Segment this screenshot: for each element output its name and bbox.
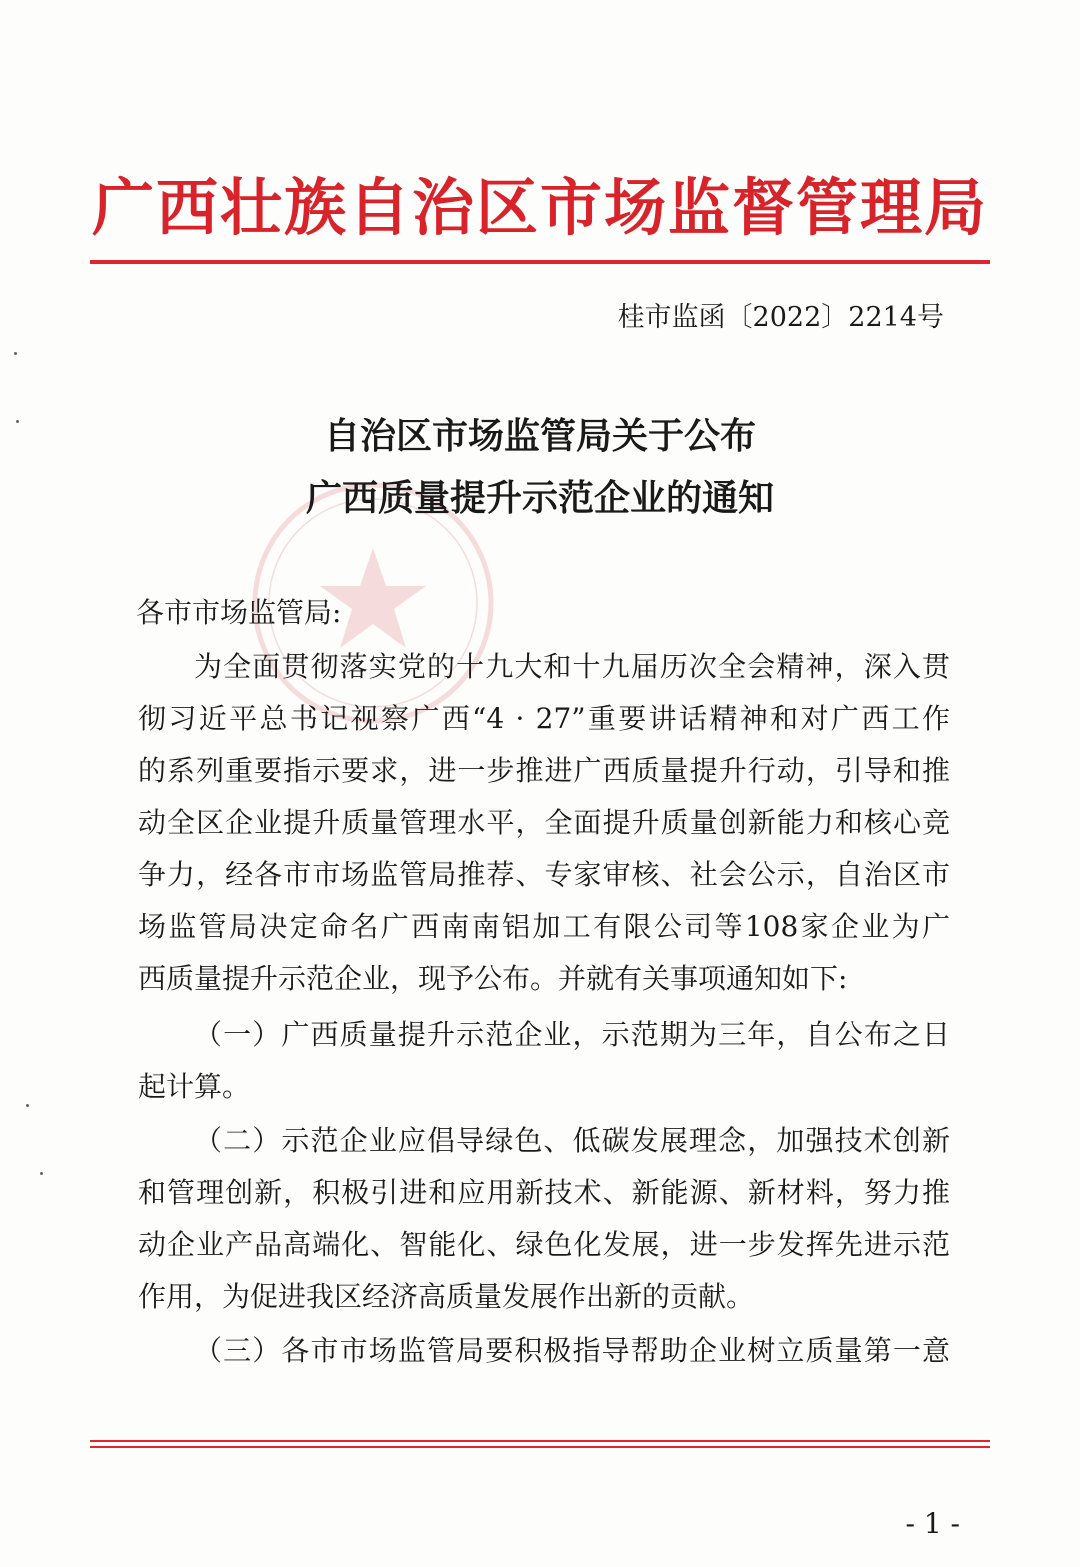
- salutation: 各市市场监管局:: [136, 596, 342, 629]
- scan-speck: [40, 1172, 43, 1175]
- body-line: 的系列重要指示要求，进一步推进广西质量提升行动，引导和推: [138, 754, 950, 787]
- header-red-rule: [90, 260, 990, 264]
- scan-speck: [26, 1104, 29, 1107]
- document-title-line-1: 自治区市场监管局关于公布: [323, 415, 756, 457]
- clause-two-line: 和管理创新，积极引进和应用新技术、新能源、新材料，努力推: [138, 1176, 950, 1209]
- body-line: 动全区企业提升质量管理水平，全面提升质量创新能力和核心竞: [138, 806, 950, 839]
- clause-three-line: （三）各市市场监管局要积极指导帮助企业树立质量第一意: [194, 1334, 950, 1367]
- scan-speck: [14, 352, 17, 355]
- clause-two-line: （二）示范企业应倡导绿色、低碳发展理念，加强技术创新: [194, 1124, 950, 1157]
- clause-two-line: 动企业产品高端化、智能化、绿色化发展，进一步发挥先进示范: [138, 1228, 950, 1261]
- body-line: 彻习近平总书记视察广西“4 · 27”重要讲话精神和对广西工作: [138, 702, 950, 735]
- document-title-line-2: 广西质量提升示范企业的通知: [305, 477, 774, 519]
- body-line: 场监管局决定命名广西南南铝加工有限公司等108家企业为广: [138, 910, 950, 943]
- scan-speck: [16, 420, 19, 423]
- body-line: 西质量提升示范企业，现予公布。并就有关事项通知如下:: [138, 962, 848, 995]
- body-line: 争力，经各市市场监管局推荐、专家审核、社会公示，自治区市: [138, 858, 950, 891]
- body-line: 为全面贯彻落实党的十九大和十九届历次全会精神，深入贯: [194, 650, 950, 683]
- clause-two-line: 作用，为促进我区经济高质量发展作出新的贡献。: [138, 1280, 755, 1313]
- document-number: 桂市监函〔2022〕2214号: [617, 302, 944, 333]
- clause-one-line: 起计算。: [138, 1070, 251, 1103]
- clause-one-line: （一）广西质量提升示范企业，示范期为三年，自公布之日: [194, 1018, 950, 1051]
- footer-red-rule-top: [90, 1440, 990, 1442]
- issuing-agency-header: 广西壮族自治区市场监督管理局: [91, 171, 988, 244]
- page-number: - 1 -: [905, 1507, 960, 1540]
- footer-red-rule-bottom: [90, 1446, 990, 1448]
